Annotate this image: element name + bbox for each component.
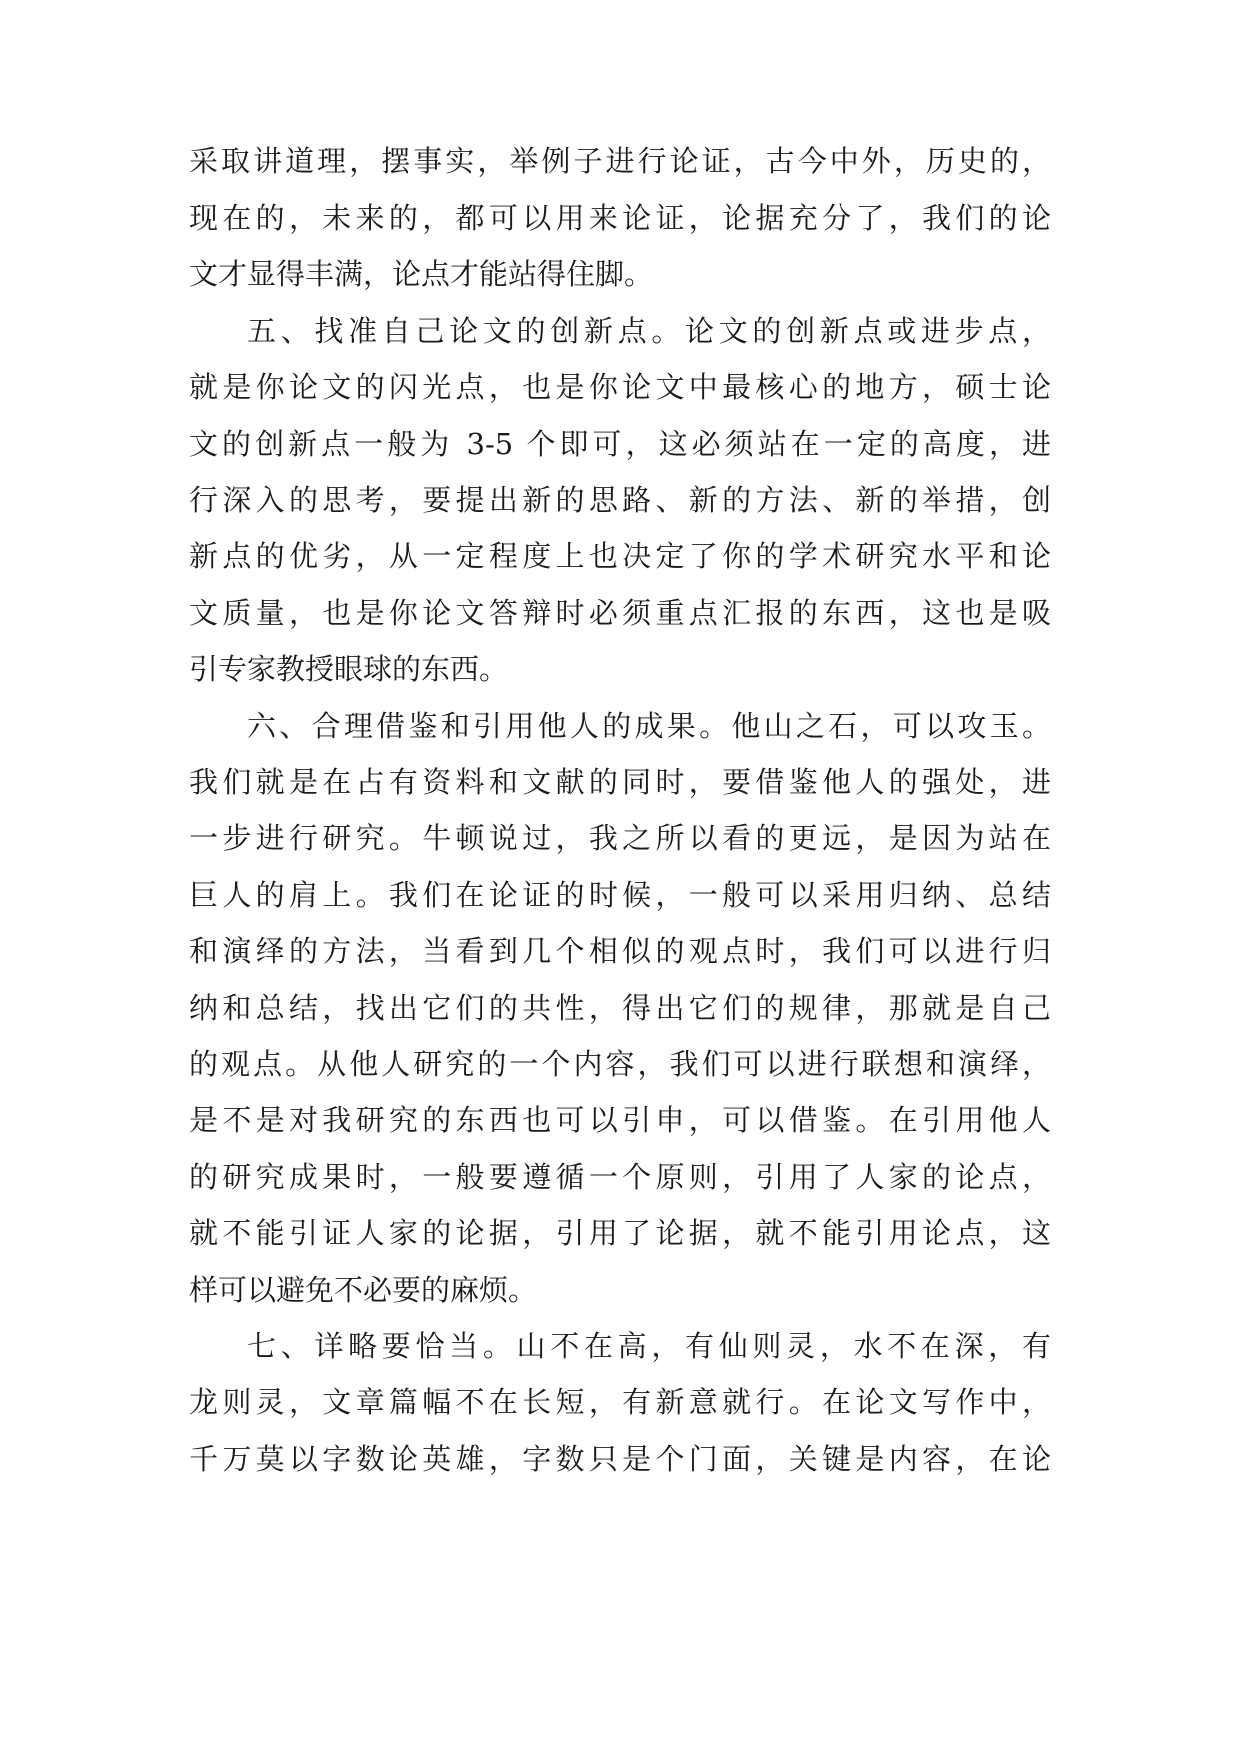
text-line: 就不能引证人家的论据，引用了论据，就不能引用论点，这: [189, 1216, 1051, 1250]
text-line: 文质量，也是你论文答辩时必须重点汇报的东西，这也是吸: [189, 596, 1051, 630]
text-line: 文才显得丰满，论点才能站得住脚。: [189, 257, 654, 291]
text-line: 样可以避免不必要的麻烦。: [189, 1273, 538, 1307]
text-line: 我们就是在占有资料和文献的同时，要借鉴他人的强处，进: [189, 765, 1051, 799]
text-line: 是不是对我研究的东西也可以引申，可以借鉴。在引用他人: [189, 1103, 1051, 1137]
text-line: 文的创新点一般为 3-5 个即可，这必须站在一定的高度，进: [189, 427, 1051, 461]
text-line: 一步进行研究。牛顿说过，我之所以看的更远，是因为站在: [189, 821, 1051, 855]
text-line: 和演绎的方法，当看到几个相似的观点时，我们可以进行归: [189, 934, 1051, 968]
text-line: 龙则灵，文章篇幅不在长短，有新意就行。在论文写作中，: [189, 1385, 1051, 1419]
text-line: 行深入的思考，要提出新的思路、新的方法、新的举措，创: [189, 483, 1051, 517]
text-line: 引专家教授眼球的东西。: [189, 652, 509, 686]
text-line: 千万莫以字数论英雄，字数只是个门面，关键是内容，在论: [189, 1442, 1051, 1476]
text-line: 新点的优劣，从一定程度上也决定了你的学术研究水平和论: [189, 539, 1051, 573]
text-line: 纳和总结，找出它们的共性，得出它们的规律，那就是自己: [189, 991, 1051, 1025]
text-line: 的观点。从他人研究的一个内容，我们可以进行联想和演绎，: [189, 1047, 1051, 1081]
text-line: 现在的，未来的，都可以用来论证，论据充分了，我们的论: [189, 201, 1051, 235]
section-heading-line: 七、详略要恰当。山不在高，有仙则灵，水不在深，有: [247, 1329, 1051, 1363]
section-heading-line: 六、合理借鉴和引用他人的成果。他山之石，可以攻玉。: [247, 709, 1051, 743]
text-line: 的研究成果时，一般要遵循一个原则，引用了人家的论点，: [189, 1160, 1051, 1194]
text-line: 巨人的肩上。我们在论证的时候，一般可以采用归纳、总结: [189, 878, 1051, 912]
text-line: 就是你论文的闪光点，也是你论文中最核心的地方，硕士论: [189, 370, 1051, 404]
section-heading-line: 五、找准自己论文的创新点。论文的创新点或进步点，: [247, 314, 1051, 348]
text-line: 采取讲道理，摆事实，举例子进行论证，古今中外，历史的，: [189, 144, 1051, 178]
